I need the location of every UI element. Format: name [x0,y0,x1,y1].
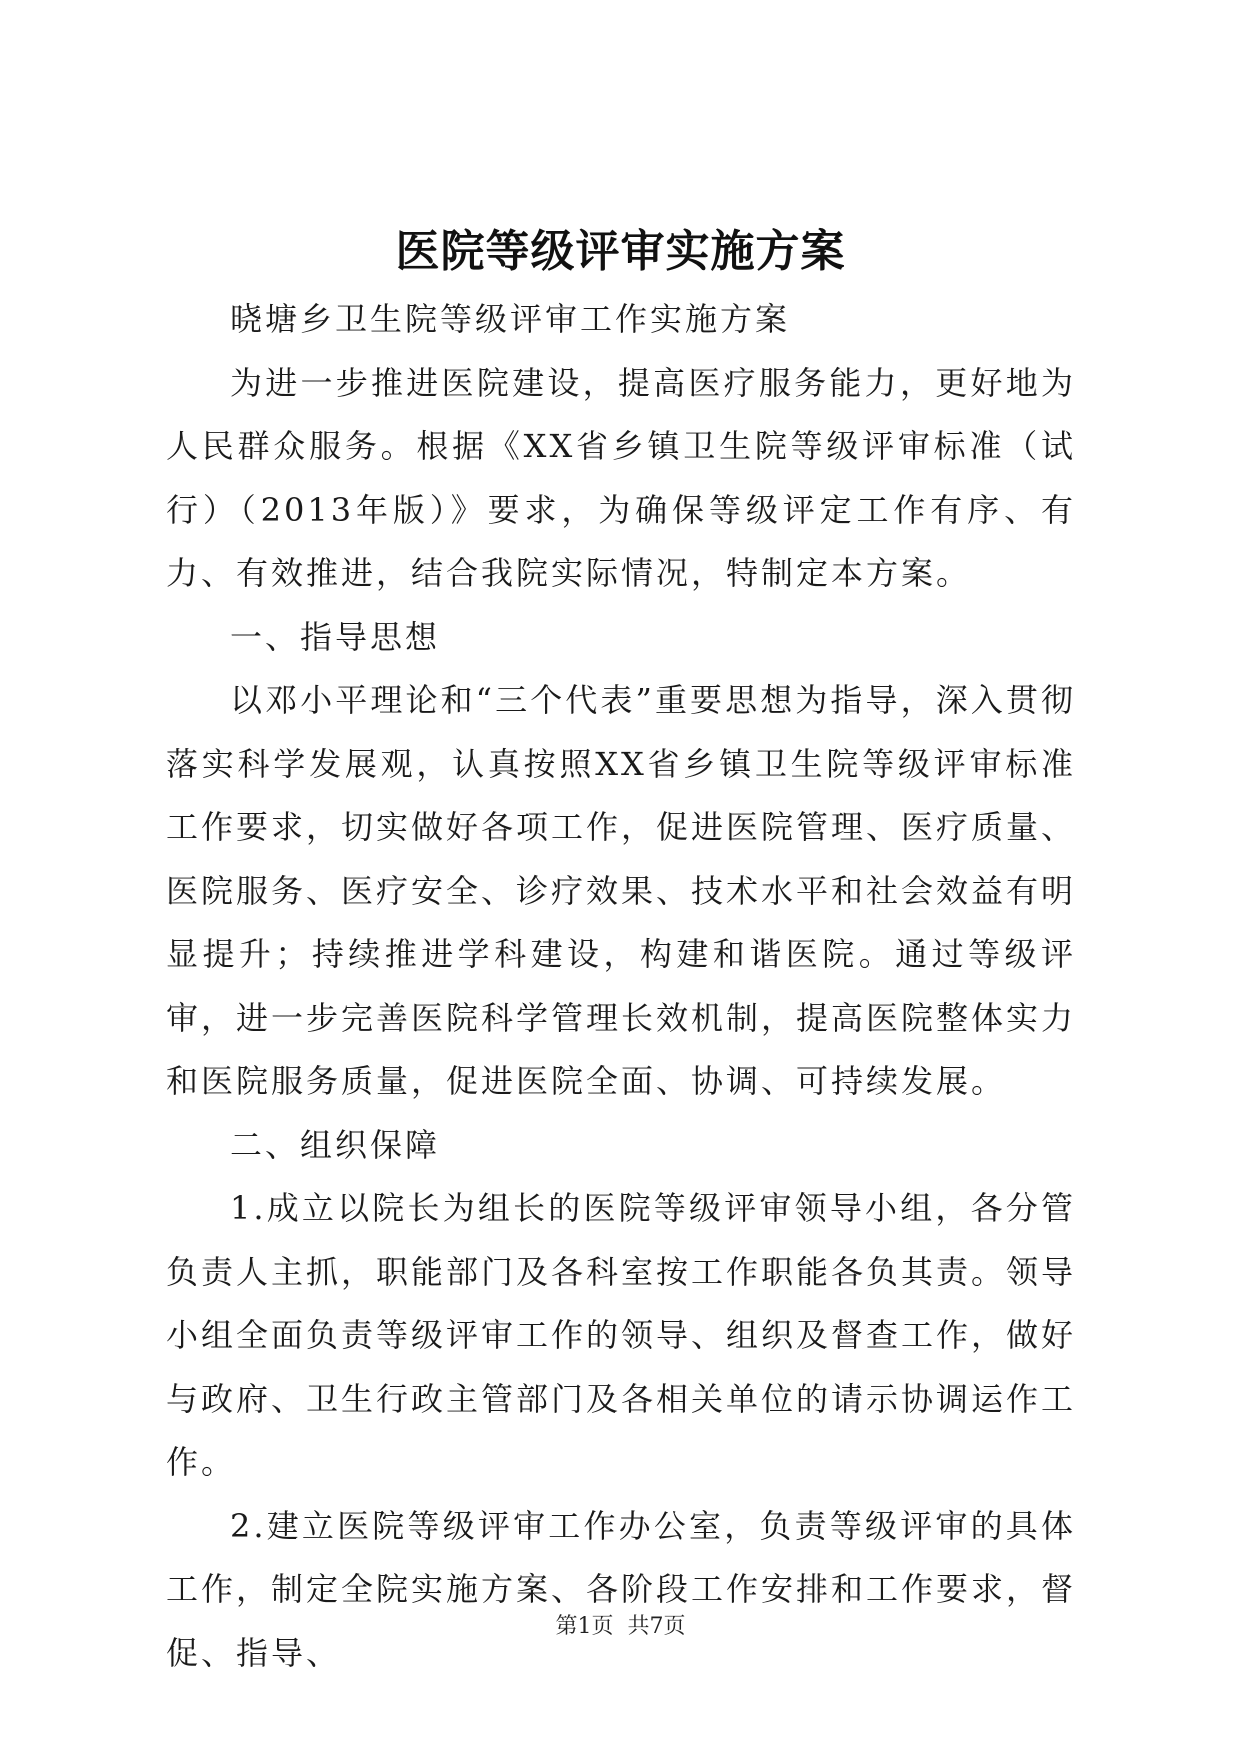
paragraph-intro: 为进一步推进医院建设，提高医疗服务能力，更好地为人民群众服务。根据《XX省乡镇卫生院等级评审标准（试行）（2013年版）》要求，为确保等级评定工作有序、有力、有效推进，结合我院实际情况，特制定本方案。 [166,363,1076,592]
document-body [166,288,1076,1685]
paragraph-item-1: 1.成立以院长为组长的医院等级评审领导小组，各分管负责人主抓，职能部门及各科室按工作职能各负其责。领导小组全面负责等级评审工作的领导、组织及督查工作，做好与政府、卫生行政主管部门及各相关单位的请示协调运作工作。 [166,1189,1077,1481]
page-total: 共7页 [627,1614,686,1639]
section-heading-organization: 二、组织保障 [230,1125,441,1164]
section-heading-guiding-ideology: 一、指导思想 [230,617,441,656]
paragraph-guiding-ideology: 以邓小平理论和“三个代表”重要思想为指导，深入贯彻落实科学发展观，认真按照XX省乡镇卫生院等级评审标准工作要求，切实做好各项工作，促进医院管理、医疗质量、医院服务、医疗安全、诊疗效果、技术水平和社会效益有明显提升；持续推进学科建设，构建和谐医院。通过等级评审，进一步完善医院科学管理长效机制，提高医院整体实力和医院服务质量，促进医院全面、协调、可持续发展。 [166,681,1077,1100]
paragraph-subtitle: 晓塘乡卫生院等级评审工作实施方案 [230,300,791,338]
paragraph-item-2: 2.建立医院等级评审工作办公室，负责等级评审的具体工作，制定全院实施方案、各阶段工作安排和工作要求，督促、指导、 [166,1506,1077,1672]
page-footer [0,1612,1241,1642]
document-title: 医院等级评审实施方案 [395,226,846,277]
page-number: 第1页 [555,1614,614,1639]
